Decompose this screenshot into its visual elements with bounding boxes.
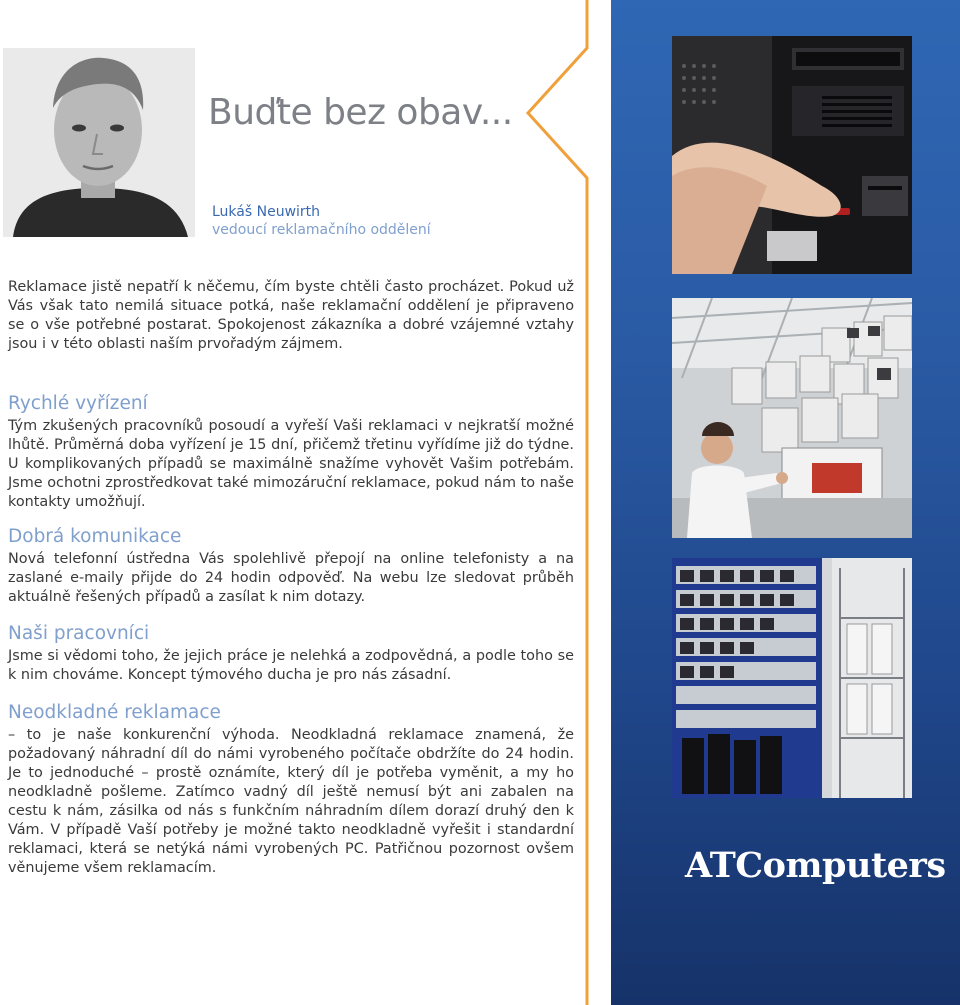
section-title: Dobrá komunikace bbox=[8, 526, 182, 547]
section-text: Jsme si vědomi toho, že jejich práce je nelehká a zodpovědná, a podle toho se k nim chováme. Koncept týmového ducha je pro nás zásadní. bbox=[8, 648, 574, 683]
photo-workshop-technician bbox=[672, 298, 912, 538]
section-title: Neodkladné reklamace bbox=[8, 702, 221, 723]
intro-block bbox=[8, 278, 574, 354]
photo-warehouse-shelves bbox=[672, 558, 912, 798]
section-our-staff bbox=[8, 623, 574, 685]
section-text: Nová telefonní ústředna Vás spolehlivě přepojí na online telefonisty a na zaslané e-maily přijde do 24 hodin odpověď. Na webu lze sledovat průběh aktuálně řešených případů a zasílat k nim dotazy. bbox=[8, 551, 574, 605]
person-name: Lukáš Neuwirth bbox=[212, 204, 321, 220]
person-role: vedoucí reklamačního oddělení bbox=[212, 222, 431, 238]
section-text: – to je naše konkurenční výhoda. Neodkladná reklamace znamená, že požadovaný náhradní díl do námi vyrobeného počítače obdržíte do 24 hodin. Je to jednoduché – prostě oznámíte, který díl je potřeba vyměnit, a my ho neodkladně pošleme. Zatímco vadný díl ještě nemusí být ani zabalen na cestu k nám, zásilka od nás s funkčním náhradním dílem dorazí druhý den k Vám. V případě Vaší potřeby je možné takto neodkladně vyřešit i standardní reklamaci, která se netýká námi vyrobených PC. Patřičnou pozornost ovšem věnujeme všem reklamacím. bbox=[8, 727, 574, 876]
photo-server-front bbox=[672, 36, 912, 274]
section-fast-handling bbox=[8, 393, 574, 512]
section-good-communication bbox=[8, 526, 574, 607]
section-title: Naši pracovníci bbox=[8, 623, 150, 644]
company-logo: ATComputers bbox=[685, 845, 946, 886]
portrait-photo bbox=[3, 48, 195, 237]
section-urgent-claims bbox=[8, 702, 574, 878]
intro-paragraph: Reklamace jistě nepatří k něčemu, čím byste chtěli často procházet. Pokud už Vás však tato nemilá situace potká, naše reklamační oddělení je připraveno se o vše potřebné postarat. Spokojenost zákazníka a dobré vzájemné vztahy jsou i v této oblasti naším prvořadým zájmem. bbox=[8, 279, 574, 352]
section-text: Tým zkušených pracovníků posoudí a vyřeší Vaši reklamaci v nejkratší možné lhůtě. Průměrná doba vyřízení je 15 dní, přičemž třetinu vyřídíme již do týdne. U komplikovaných případů se maximálně snažíme vyhovět Vašim potřebám. Jsme ochotni zprostředkovat také mimozáruční reklamace, pokud nám to naše kontakty umožňují. bbox=[8, 418, 574, 510]
section-title: Rychlé vyřízení bbox=[8, 393, 148, 414]
headline: Buďte bez obav... bbox=[208, 92, 513, 133]
